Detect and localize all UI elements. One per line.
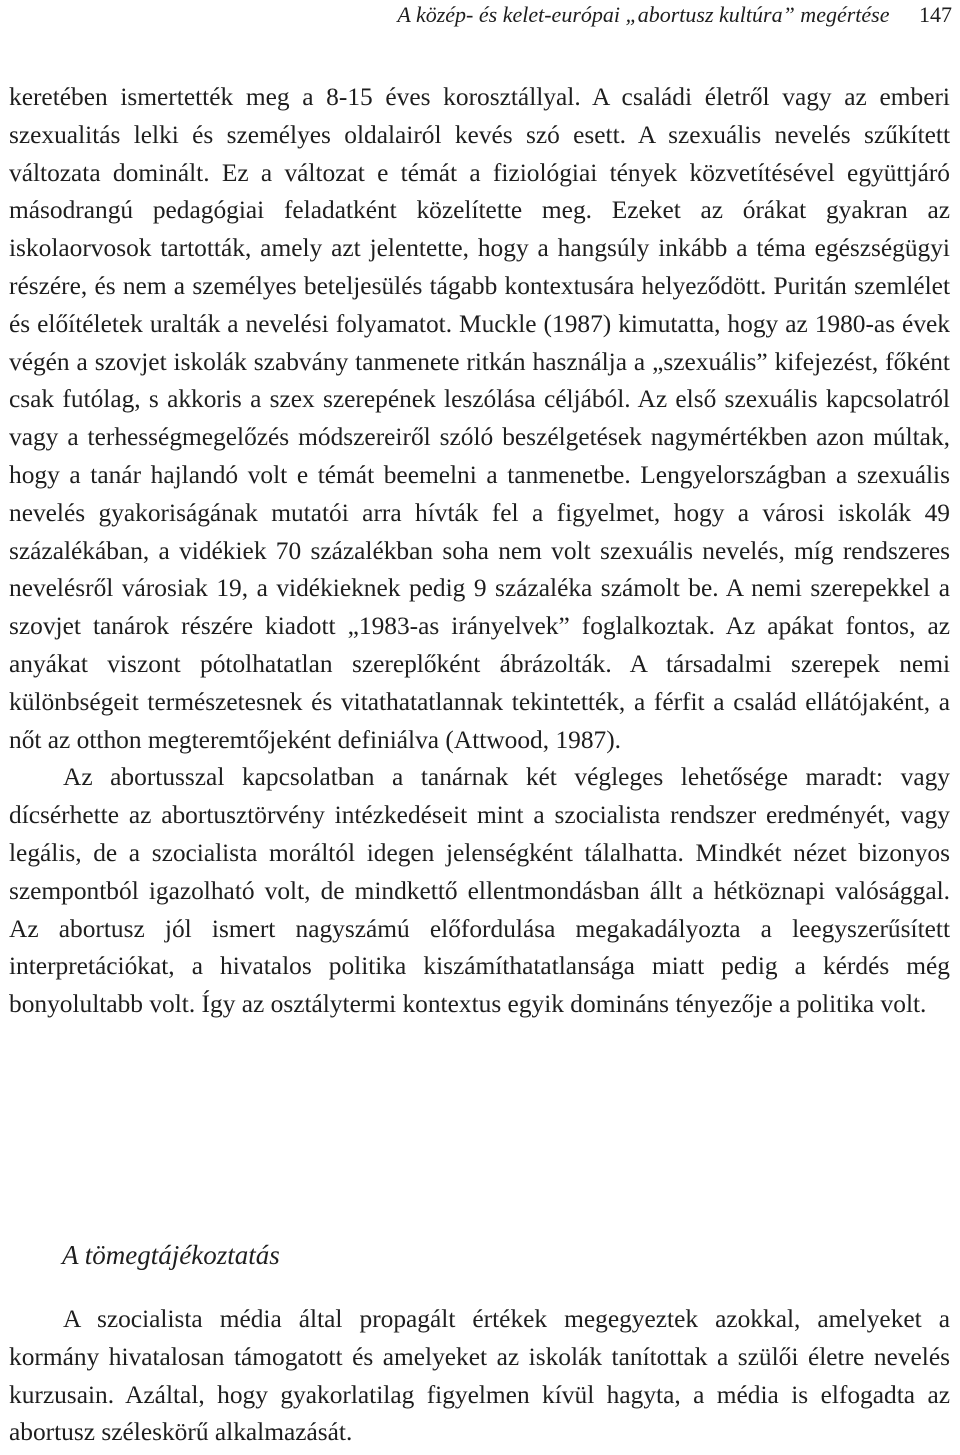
section-body	[9, 1301, 950, 1452]
paragraph: keretében ismertették meg a 8-15 éves korosztállyal. A családi életről vagy az emberi szexualitás lelki és személyes oldalairól kevés szó esett. A szexuális nevelés szűkített változata dominált. Ez a változat e témát a fiziológiai tények közvetítésével együttjáró másodrangú pedagógiai feladatként közelítette meg. Ezeket az órákat gyakran az iskolaorvosok tartották, amely azt jelentette, hogy a hangsúly inkább a téma egészségügyi részére, és nem a személyes beteljesülés tágabb kontextusára helyeződött. Puritán szemlélet és előítéletek uralták a nevelési folyamatot. Muckle (1987) kimutatta, hogy az 1980-as évek végén a szovjet iskolák szabvány tanmenete ritkán használja a „szexuális” kifejezést, főként csak futólag, s akkoris a szex szerepének leszólása céljából. Az első szexuális kapcsolatról vagy a terhességmegelőzés módszereiről szóló beszélgetések nagymértékben azon múltak, hogy a tanár hajlandó volt e témát beemelni a tanmenetbe. Lengyelországban a szexuális nevelés gyakoriságának mutatói arra hívták fel a figyelmet, hogy a városi iskolák 49 százalékában, a vidékiek 70 százalékban soha nem volt szexuális nevelés, míg rendszeres nevelésről városiak 19, a vidékieknek pedig 9 százaléka számolt be. A nemi szerepekkel a szovjet tanárok részére kiadott „1983-as irányelvek” foglalkoztak. Az apákat fontos, az anyákat viszont pótolhatatlan szereplőként ábrázolták. A társadalmi szerepek nemi különbségeit természetesnek és vitathatatlannak tekintették, a férfit a család ellátójaként, a nőt az otthon megteremtőjeként definiálva (Attwood, 1987).	[9, 83, 950, 754]
section-heading: A tömegtájékoztatás	[62, 1240, 280, 1270]
paragraph: Az abortusszal kapcsolatban a tanárnak két végleges lehetősége maradt: vagy dícsérhette az abortusztörvény intézkedéseit mint a szocialista rendszer eredményét, vagy legális, de a szocialista moráltól idegen jelenségként tálalhatta. Mindkét nézet bizonyos szempontból igazolható volt, de mindkettő ellentmondásban állt a hétköznapi valósággal. Az abortusz jól ismert nagyszámú előfordulása megakadályozta a leegyszerűsített interpretációkat, a hivatalos politika kiszámíthatatlansága miatt pedig a kérdés még bonyolultabb volt. Így az osztálytermi kontextus egyik domináns tényezője a politika volt.	[9, 763, 950, 1019]
running-head-title: A közép- és kelet-európai „abortusz kultúra” megértése	[397, 2, 890, 27]
running-head	[397, 2, 952, 28]
body-text	[9, 79, 950, 1024]
page-number: 147	[919, 2, 952, 27]
paragraph: A szocialista média által propagált értékek megegyeztek azokkal, amelyeket a kormány hivatalosan támogatott és amelyeket az iskolák tanítottak a szülői életre nevelés kurzusain. Azáltal, hogy gyakorlatilag figyelmen kívül hagyta, a média is elfogadta az abortusz széleskörű alkalmazását.	[9, 1305, 950, 1447]
